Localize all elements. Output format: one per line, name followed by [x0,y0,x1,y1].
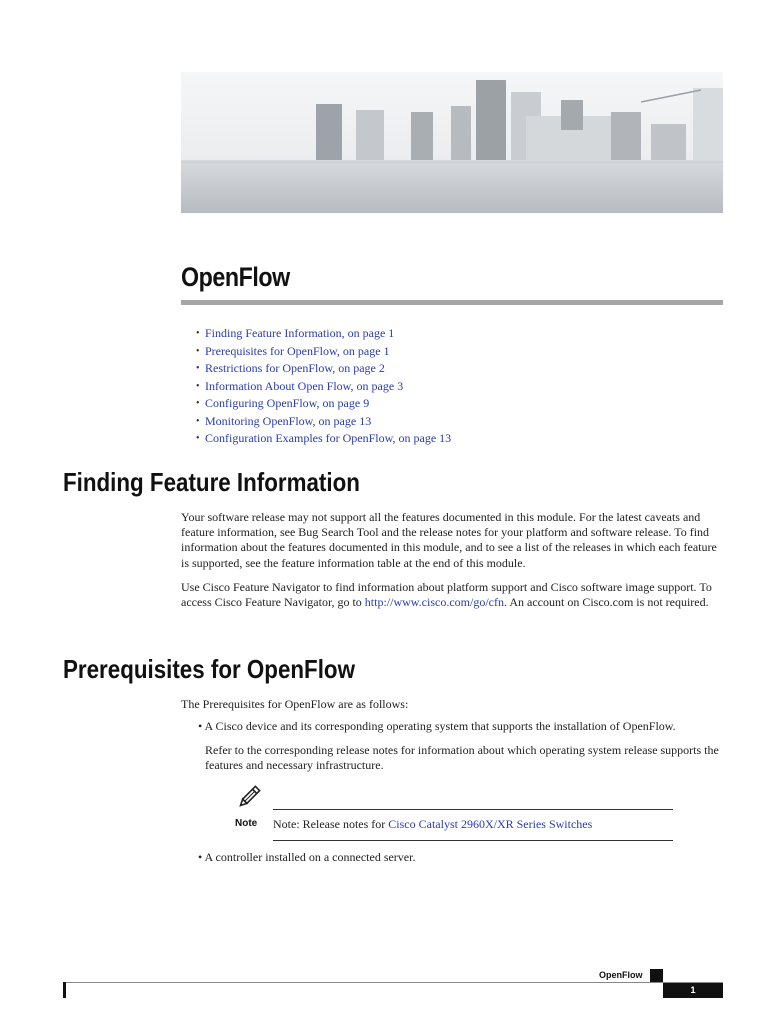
title-rule [181,300,723,305]
section1-paragraph-2 [181,580,726,610]
note-text [273,817,592,832]
toc-link-finding-feature-information[interactable]: Finding Feature Information, on page 1 [205,326,395,340]
footer-marker [650,969,663,982]
banner-image [181,72,723,213]
cisco-feature-navigator-link[interactable]: http://www.cisco.com/go/cfn [364,595,504,610]
note-bottom-rule [273,840,673,841]
prerequisite-bullet-2: • A controller installed on a connected server. [198,850,416,864]
page-number: 1 [663,983,723,998]
section-title-prerequisites: Prerequisites for OpenFlow [63,654,355,684]
toc-link-configuration-examples[interactable]: Configuration Examples for OpenFlow, on page 13 [205,431,452,445]
footer-title: OpenFlow [599,970,643,980]
toc-link-information-about[interactable]: Information About Open Flow, on page 3 [205,378,404,393]
toc-link-monitoring[interactable]: Monitoring OpenFlow, on page 13 [205,413,372,428]
section-title-finding-feature-information: Finding Feature Information [63,467,360,497]
toc-link-configuring[interactable]: Configuring OpenFlow, on page 9 [205,396,370,410]
toc-link-restrictions[interactable]: Restrictions for OpenFlow, on page 2 [205,361,385,375]
note-label: Note [235,818,258,829]
footer-tick [63,982,66,998]
toc-item [196,343,451,361]
section1-paragraph-1: Your software release may not support all the features documented in this module. For the latest caveats and feature information, see Bug Search Tool and the release notes for your platform and software release. To find information about the features documented in this module, and to see a list of the releases in which each feature is supported, see the feature information table at the end of this module. [181,510,717,570]
footer-rule [63,982,723,983]
toc-item [196,395,451,413]
skyline-illustration [181,72,723,213]
toc-list [196,325,451,448]
chapter-title: OpenFlow [181,262,290,292]
section2-intro: The Prerequisites for OpenFlow are as follows: [181,697,409,711]
prerequisite-bullet-1: • A Cisco device and its corresponding operating system that supports the installation of OpenFlow. [198,719,676,733]
section1-paragraph-2-tail: . An account on Cisco.com is not required. [504,595,709,610]
pencil-icon [236,784,262,810]
toc-item [196,360,451,378]
toc-item [196,325,451,343]
note-text-prefix: Note: Release notes for [273,817,389,831]
note-top-rule [273,809,673,810]
prerequisite-bullet-1-detail: Refer to the corresponding release notes for information about which operating system release supports the features and necessary infrastructure. [205,743,719,773]
release-notes-link[interactable]: Cisco Catalyst 2960X/XR Series Switches [388,817,593,831]
toc-item [196,413,451,431]
section1-paragraph-2-text: Use Cisco Feature Navigator to find information about platform support and Cisco software image support. To access Cisco Feature Navigator, go to [181,580,712,610]
toc-item [196,378,451,396]
toc-link-prerequisites[interactable]: Prerequisites for OpenFlow, on page 1 [205,343,390,358]
toc-item [196,430,451,448]
